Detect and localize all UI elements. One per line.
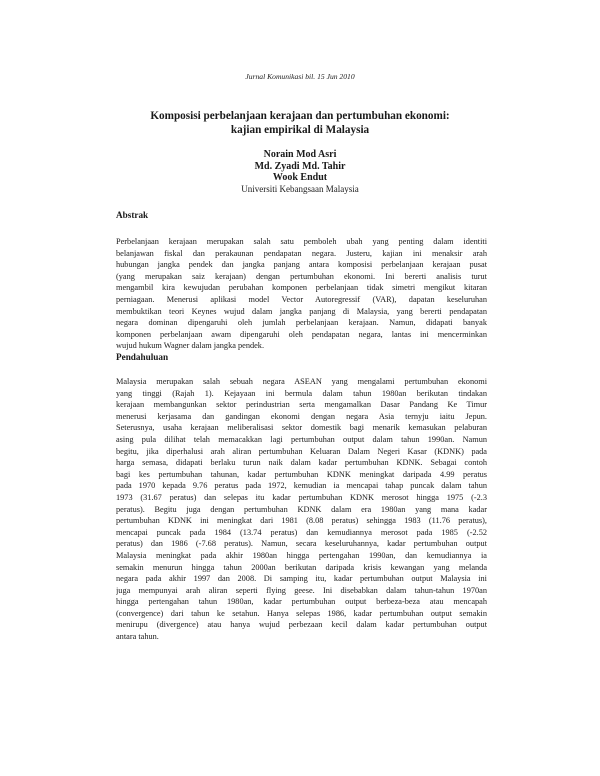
abstract-line: wujud hukum Wagner dalam jangka pendek.	[116, 341, 265, 351]
author-name: Norain Mod Asri	[263, 149, 337, 160]
abstract-line: negara dominan dipengaruhi oleh jumlah perbelanjaan kerajaan. Namun, didapati banyak	[116, 318, 487, 328]
intro-line: 1973 (31.67 peratus) dan selepas itu kadar pertumbuhan KDNK merosot hingga 1975 (-2.3	[116, 492, 487, 502]
intro-line: asing pula dilihat telah memacakkan lagi pertumbuhan output dalam tahun 1990an. Namun	[116, 434, 487, 444]
title-line: kajian empirikal di Malaysia	[230, 124, 370, 136]
intro-line: juga mempunyai arah aliran seperti flying geese. Ini disebabkan dalam tahun-tahun 1970an	[116, 585, 487, 595]
abstract-line: (yang merupakan saiz kerajaan) dengan pertumbuhan ekonomi. Ini bererti analisis turut	[116, 271, 487, 281]
abstract-line: belanjawan fiskal dan perakaunan pendapatan negara. Justeru, kajian ini menaksir arah	[116, 248, 487, 258]
intro-heading: Pendahuluan	[116, 352, 169, 362]
intro-body	[116, 376, 487, 643]
author-block	[0, 149, 600, 195]
paper-title	[60, 109, 540, 137]
title-line: Komposisi perbelanjaan kerajaan dan pertumbuhan ekonomi:	[150, 110, 450, 122]
intro-line: hingga pertengahan tahun 1980an, kadar pertumbuhan output berbeza-beza atau mencapah	[116, 597, 487, 607]
intro-line: pada 1970 kepada 9.76 peratus pada 1972, kemudian ia mencapai tahap puncak dalam tahun	[116, 481, 487, 491]
journal-header: Jurnal Komunikasi bil. 15 Jun 2010	[245, 72, 355, 81]
affiliation: Universiti Kebangsaan Malaysia	[241, 183, 359, 194]
abstract-body	[116, 236, 487, 352]
intro-line: mencapai puncak pada 1984 (13.74 peratus) dan kemudiannya merosot pada 1985 (-2.52	[116, 527, 487, 537]
intro-line: yang tinggi (Rajah 1). Kejayaan ini bermula dalam tahun 1980an berikutan tindakan	[116, 388, 487, 398]
intro-line: Seterusnya, usaha kerajaan meliberalisasi sektor domestik bagi menarik kemasukan pelaburan	[116, 423, 487, 433]
intro-line: menirupu (divergence) atau hanya wujud perbezaan kecil dalam kadar pertumbuhan output	[116, 620, 487, 630]
intro-line: Malaysia merupakan salah sebuah negara ASEAN yang mengalami pertumbuhan ekonomi	[116, 377, 487, 386]
intro-line: (convergence) dari tahun ke setahun. Hanya selepas 1986, kadar pertumbuhan output semakin	[116, 608, 487, 618]
intro-line: Malaysia meningkat pada akhir 1980an hingga pertengahan 1990an, dan kemudiannya ia	[116, 550, 487, 560]
intro-line: pertumbuhan KDNK ini meningkat dari 1981 (8.08 peratus) sehingga 1983 (11.76 peratus),	[116, 516, 487, 526]
abstract-line: hubungan jangka pendek dan jangka panjang antara komposisi perbelanjaan kerajaan pusat	[116, 260, 487, 270]
abstract-line: perniagaan. Menerusi aplikasi model Vector Autoregressif (VAR), dapatan keseluruhan	[116, 294, 487, 304]
intro-line: peratus) dan 1986 (-7.68 peratus). Namun, secara keseluruhannya, kadar pertumbuhan output	[116, 539, 487, 549]
intro-line: menerusi kerjasama dan gandingan ekonomi dengan negara Asia ternyju iaitu Jepun.	[116, 411, 487, 421]
intro-line: peratus). Begitu juga dengan pertumbuhan KDNK dalam era 1980an yang mana kadar	[116, 504, 487, 514]
author-name: Wook Endut	[272, 172, 328, 184]
intro-line: begitu, jika diperhalusi arah aliran pertumbuhan Keluaran Dalam Negeri Kasar (KDNK) pada	[116, 446, 487, 456]
intro-line: negara pada akhir 1997 dan 2008. Di samping itu, kadar pertumbuhan output Malaysia ini	[116, 574, 487, 584]
abstract-line: mengambil kira kewujudan perubahan komponen perbelanjaan tidak simetri mengikut kitaran	[116, 283, 487, 293]
abstract-heading: Abstrak	[116, 210, 149, 220]
intro-line: antara tahun.	[116, 632, 159, 642]
author-name: Md. Zyadi Md. Tahir	[254, 160, 346, 172]
intro-line: semakin menurun hingga tahun 2000an berikutan daripada krisis kewangan yang melanda	[116, 562, 487, 572]
intro-line: bagi kes pertumbuhan tahunan, kadar pertumbuhan KDNK meningkat daripada 4.99 peratus	[116, 469, 487, 479]
abstract-line: Perbelanjaan kerajaan merupakan salah satu pemboleh ubah yang penting dalam identiti	[116, 237, 487, 246]
abstract-line: membuktikan teori Keynes wujud dalam jangka panjang di Malaysia, yang bererti pendapatan	[116, 306, 487, 316]
abstract-line: komponen perbelanjaan awam dipengaruhi oleh pendapatan negara, lantas ini mencerminkan	[116, 329, 487, 339]
intro-line: harga semasa, didapati berlaku turun naik dalam kadar pertumbuhan KDNK. Sebagai contoh	[116, 458, 487, 468]
intro-line: kerajaan membangunkan sektor perindustrian serta mengamalkan Dasar Pandang Ke Timur	[116, 400, 487, 410]
